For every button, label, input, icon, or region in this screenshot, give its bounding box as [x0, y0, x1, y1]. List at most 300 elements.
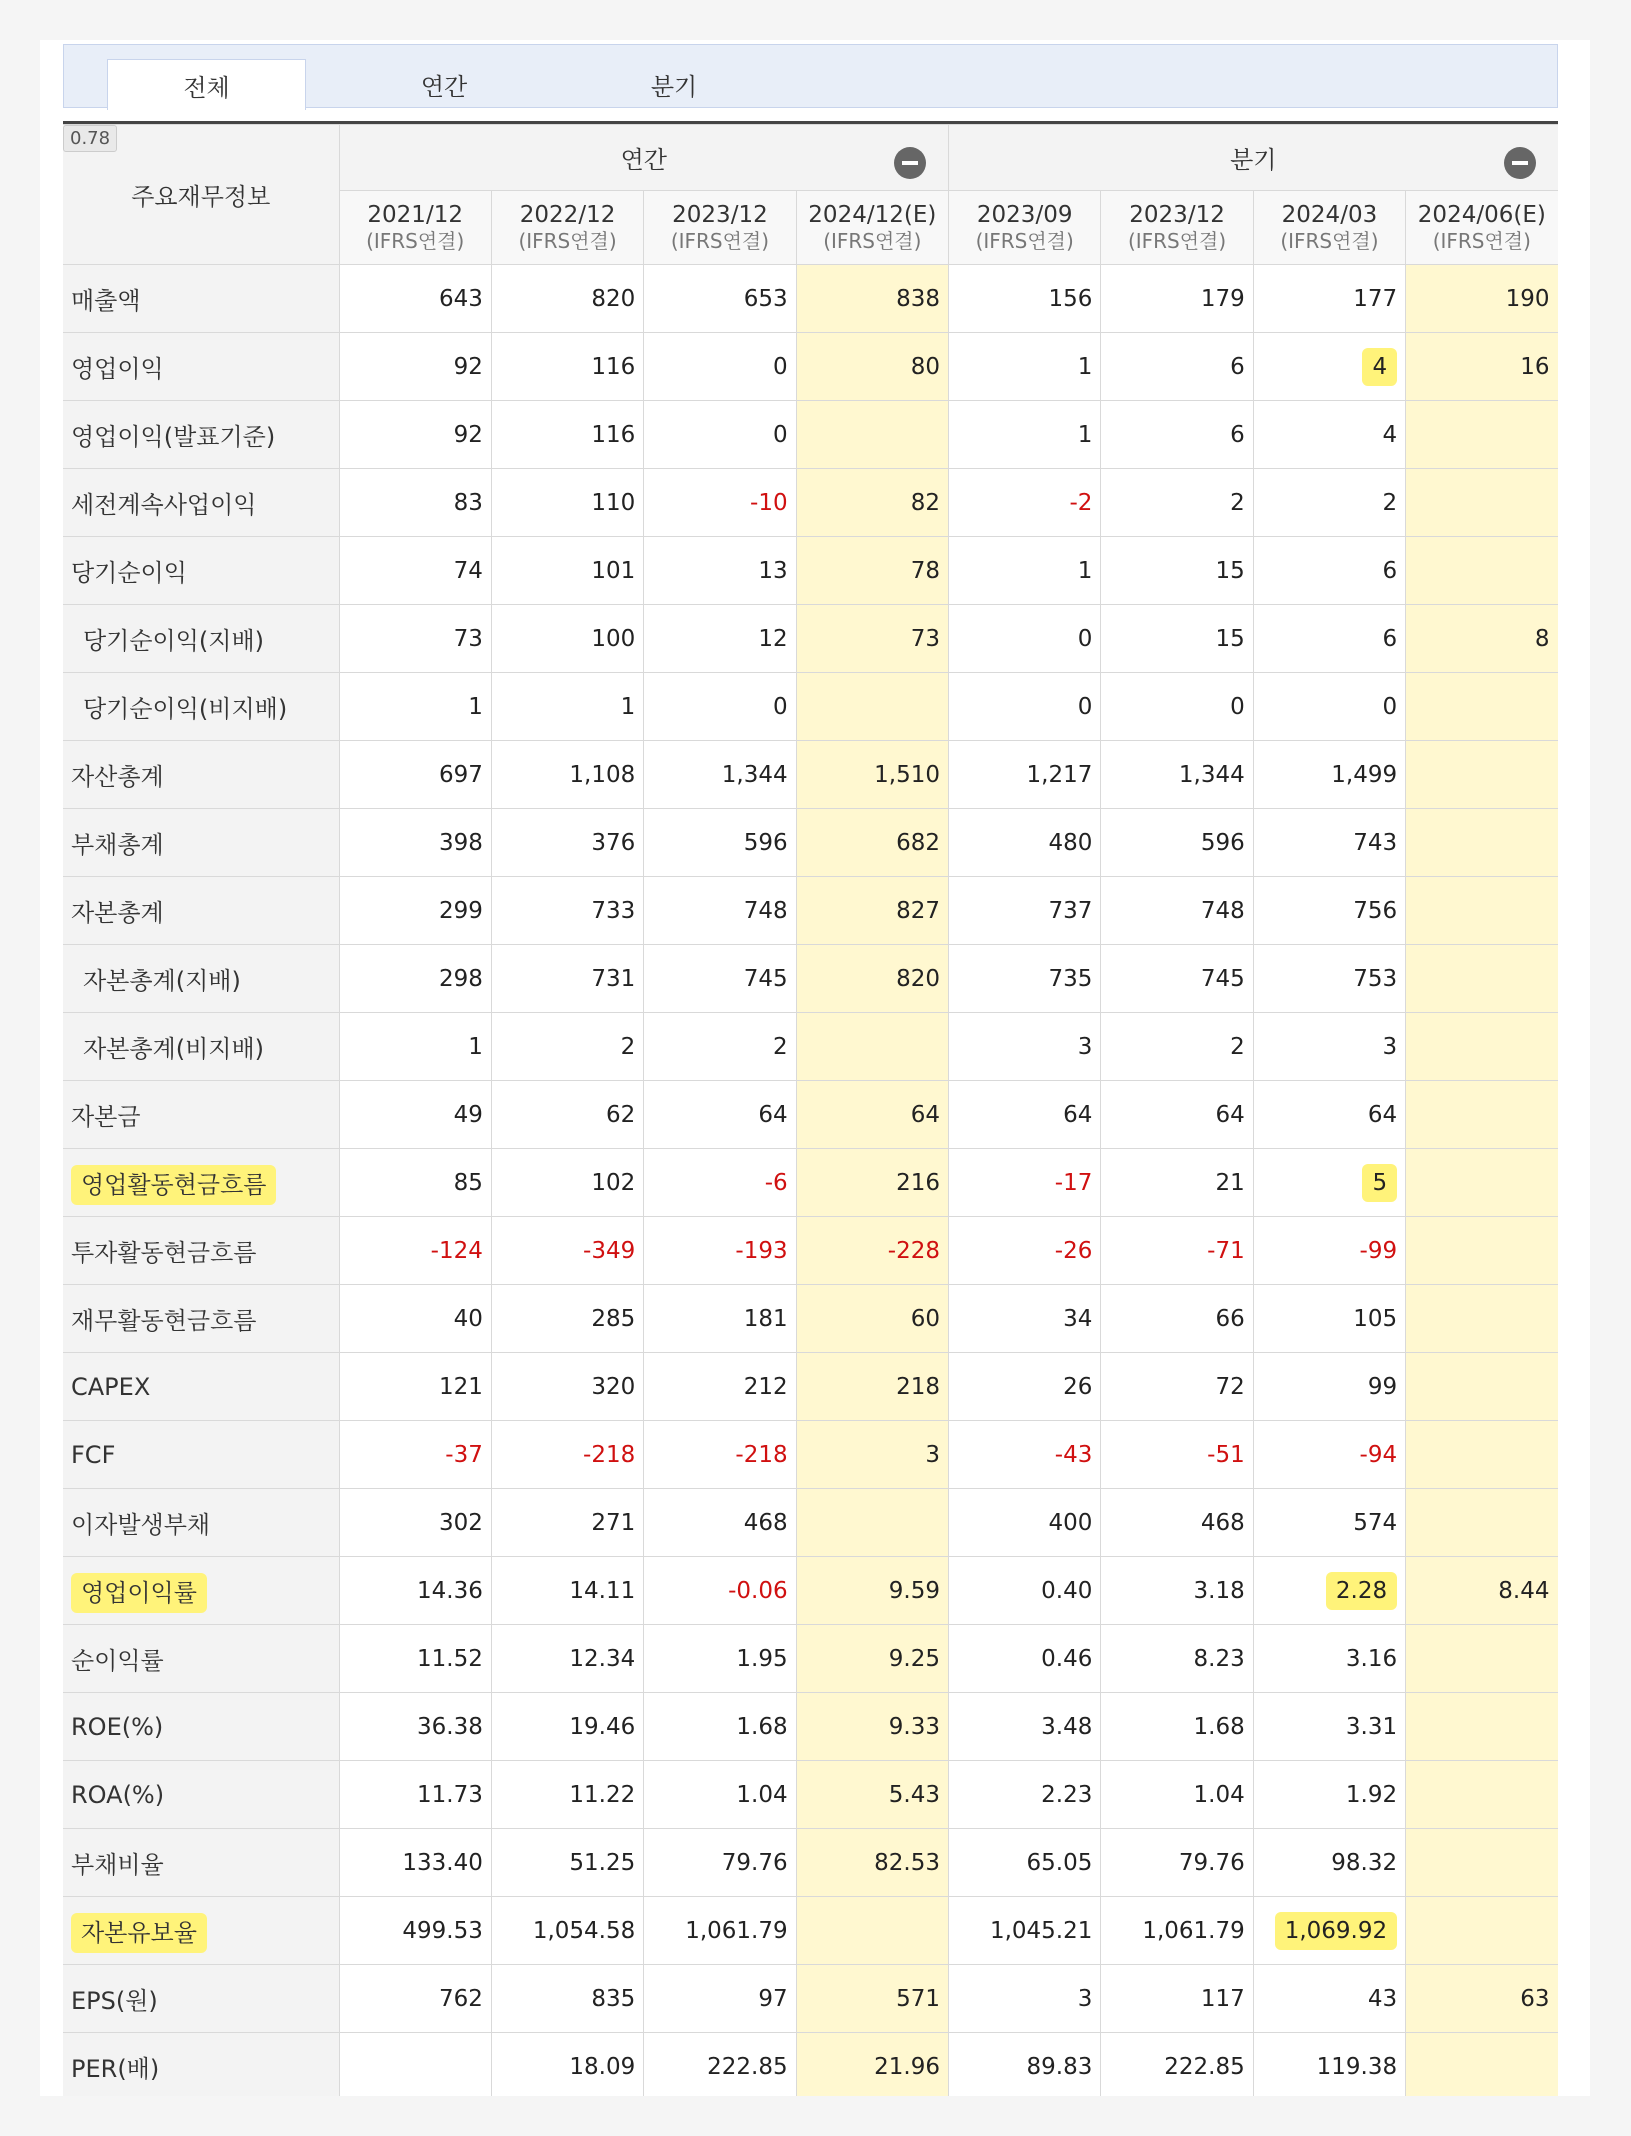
row-label-text: 영업활동현금흐름 — [71, 1165, 276, 1205]
data-cell — [644, 1217, 796, 1285]
row-label-text: ROE(%) — [71, 1712, 164, 1741]
data-cell — [1406, 809, 1558, 877]
data-cell — [949, 1013, 1101, 1081]
cell-value: 14.11 — [569, 1577, 636, 1604]
cell-value: 1,108 — [569, 761, 636, 788]
cell-value: 835 — [591, 1985, 636, 2012]
financial-summary-table-container — [63, 121, 1558, 2096]
cell-value: 0 — [772, 353, 788, 380]
data-cell — [1406, 1013, 1558, 1081]
row-label-text: 부채비율 — [71, 1851, 164, 1879]
cell-value: 15 — [1215, 557, 1245, 584]
cell-value: -228 — [887, 1237, 940, 1264]
row-label-text: 자본총계(지배) — [83, 967, 241, 995]
cell-value: -124 — [430, 1237, 483, 1264]
data-cell — [1101, 1897, 1253, 1965]
data-cell — [796, 1897, 948, 1965]
data-cell — [644, 1013, 796, 1081]
data-cell — [644, 1965, 796, 2033]
data-cell — [1253, 1285, 1405, 1353]
cell-value: -51 — [1207, 1441, 1245, 1468]
data-cell — [1406, 401, 1558, 469]
cell-value: 753 — [1353, 965, 1398, 992]
data-cell — [949, 741, 1101, 809]
row-label-text: 자본유보율 — [71, 1913, 207, 1953]
data-cell — [1406, 1965, 1558, 2033]
cell-value: 1.68 — [1193, 1713, 1245, 1740]
data-cell — [491, 333, 643, 401]
data-cell — [1101, 1421, 1253, 1489]
collapse-quarter-icon[interactable] — [1504, 147, 1536, 179]
data-cell — [644, 1353, 796, 1421]
data-cell — [644, 469, 796, 537]
cell-value: 731 — [591, 965, 636, 992]
data-cell — [949, 537, 1101, 605]
cell-value: 762 — [438, 1985, 483, 2012]
table-row — [63, 809, 1558, 877]
cell-value: 26 — [1063, 1373, 1093, 1400]
table-row — [63, 1625, 1558, 1693]
cell-value: 72 — [1215, 1373, 1245, 1400]
cell-value: 0 — [1077, 625, 1093, 652]
data-cell — [796, 673, 948, 741]
cell-value: 1 — [468, 1033, 483, 1060]
data-cell — [1101, 1625, 1253, 1693]
data-cell — [1406, 1081, 1558, 1149]
data-cell — [1101, 1081, 1253, 1149]
row-label — [63, 1149, 339, 1217]
cell-value: 2 — [1230, 489, 1245, 516]
cell-value: 820 — [896, 965, 940, 992]
cell-value: 1 — [620, 693, 636, 720]
data-cell — [796, 469, 948, 537]
table-row — [63, 1557, 1558, 1625]
cell-value: -26 — [1054, 1237, 1093, 1264]
data-cell — [491, 1285, 643, 1353]
period-header — [1101, 191, 1253, 265]
cell-value: 64 — [758, 1101, 788, 1128]
data-cell — [1101, 1013, 1253, 1081]
data-cell — [796, 1965, 948, 2033]
data-cell — [491, 265, 643, 333]
cell-value: -94 — [1359, 1441, 1398, 1468]
row-label — [63, 1693, 339, 1761]
data-cell — [1253, 1421, 1405, 1489]
data-cell — [1101, 1693, 1253, 1761]
cell-value: 100 — [591, 625, 636, 652]
tab-all[interactable]: 전체 — [107, 59, 306, 110]
period-basis: (IFRS연결) — [1127, 229, 1227, 254]
cell-value: 64 — [1215, 1101, 1245, 1128]
cell-value: 3 — [1077, 1033, 1093, 1060]
period-header — [491, 191, 643, 265]
data-cell — [796, 1081, 948, 1149]
data-cell — [1253, 1829, 1405, 1897]
cell-value: 5 — [1362, 1164, 1397, 1202]
cell-value: 1.92 — [1345, 1781, 1398, 1808]
data-cell — [339, 1489, 491, 1557]
table-row — [63, 741, 1558, 809]
data-cell — [339, 1149, 491, 1217]
cell-value: 6 — [1230, 353, 1245, 380]
data-cell — [796, 1693, 948, 1761]
data-cell — [1253, 1897, 1405, 1965]
data-cell — [796, 1625, 948, 1693]
data-cell — [491, 1829, 643, 1897]
cell-value: 8 — [1534, 625, 1550, 652]
cell-value: 1,061.79 — [1142, 1917, 1245, 1944]
data-cell — [339, 1965, 491, 2033]
table-row — [63, 1353, 1558, 1421]
data-cell — [1253, 1353, 1405, 1421]
row-label — [63, 2033, 339, 2097]
data-cell — [1101, 673, 1253, 741]
row-label-text: 자본금 — [71, 1103, 141, 1131]
cell-value: 2.28 — [1326, 1572, 1397, 1610]
row-label — [63, 1421, 339, 1489]
row-label — [63, 809, 339, 877]
data-cell — [796, 265, 948, 333]
data-cell — [491, 1217, 643, 1285]
cell-value: -99 — [1359, 1237, 1398, 1264]
cell-value: 468 — [743, 1509, 788, 1536]
table-row — [63, 1285, 1558, 1353]
cell-value: 79.76 — [1178, 1849, 1245, 1876]
table-row — [63, 1217, 1558, 1285]
row-label-text: ROA(%) — [71, 1780, 165, 1809]
cell-value: 116 — [591, 353, 636, 380]
data-cell — [1406, 1149, 1558, 1217]
cell-value: 9.33 — [888, 1713, 940, 1740]
cell-value: 398 — [438, 829, 483, 856]
data-cell — [1101, 333, 1253, 401]
cell-value: 5.43 — [888, 1781, 940, 1808]
row-label — [63, 265, 339, 333]
cell-value: 101 — [591, 557, 636, 584]
data-cell — [1253, 1693, 1405, 1761]
cell-value: 97 — [758, 1985, 788, 2012]
row-label-text: 자본총계 — [71, 899, 164, 927]
data-cell — [1406, 537, 1558, 605]
table-row — [63, 1897, 1558, 1965]
cell-value: 9.59 — [888, 1577, 940, 1604]
period-header — [644, 191, 796, 265]
row-label — [63, 1285, 339, 1353]
data-cell — [1101, 605, 1253, 673]
cell-value: 64 — [1063, 1101, 1093, 1128]
cell-value: 216 — [896, 1169, 940, 1196]
table-row — [63, 2033, 1558, 2097]
cell-value: 4 — [1382, 421, 1398, 448]
data-cell — [1101, 2033, 1253, 2097]
data-cell — [1101, 809, 1253, 877]
data-cell — [1101, 469, 1253, 537]
tab-quarter[interactable]: 분기 — [650, 72, 698, 101]
cell-value: 49 — [453, 1101, 483, 1128]
cell-value: 16 — [1520, 353, 1550, 380]
period-date: 2023/12 — [672, 201, 768, 228]
cell-value: 222.85 — [707, 2053, 788, 2080]
cell-value: 6 — [1382, 625, 1398, 652]
cell-value: 302 — [438, 1509, 483, 1536]
data-cell — [644, 741, 796, 809]
data-cell — [491, 1081, 643, 1149]
cell-value: 21.96 — [874, 2053, 940, 2080]
period-date: 2022/12 — [519, 201, 616, 228]
data-cell — [1253, 945, 1405, 1013]
period-header — [796, 191, 948, 265]
data-cell — [491, 1489, 643, 1557]
data-cell — [644, 401, 796, 469]
data-cell — [491, 1897, 643, 1965]
row-label — [63, 1489, 339, 1557]
data-cell — [1253, 809, 1405, 877]
data-cell — [644, 1557, 796, 1625]
data-cell — [339, 673, 491, 741]
data-cell — [339, 1285, 491, 1353]
cell-value: 1,061.79 — [685, 1917, 788, 1944]
cell-value: 43 — [1367, 1985, 1398, 2012]
row-label — [63, 673, 339, 741]
period-header — [339, 191, 491, 265]
data-cell — [339, 809, 491, 877]
data-cell — [949, 877, 1101, 945]
period-basis: (IFRS연결) — [1432, 229, 1531, 254]
data-cell — [1253, 1149, 1405, 1217]
data-cell — [949, 1149, 1101, 1217]
row-label — [63, 741, 339, 809]
data-cell — [796, 2033, 948, 2097]
cell-value: 643 — [438, 285, 483, 312]
data-cell — [491, 1625, 643, 1693]
cell-value: 0 — [1382, 693, 1398, 720]
data-cell — [949, 401, 1101, 469]
cell-value: 4 — [1362, 348, 1397, 386]
cell-value: 73 — [910, 625, 940, 652]
period-basis: (IFRS연결) — [366, 229, 465, 254]
data-cell — [339, 2033, 491, 2097]
cell-value: -349 — [583, 1237, 636, 1264]
data-cell — [1406, 1557, 1558, 1625]
data-cell — [644, 1285, 796, 1353]
cell-value: 12 — [758, 625, 788, 652]
cell-value: 117 — [1200, 1985, 1245, 2012]
cell-value: 51.25 — [569, 1849, 636, 1876]
cell-value: 73 — [453, 625, 483, 652]
cell-value: 697 — [438, 761, 483, 788]
data-cell — [339, 877, 491, 945]
row-label-text: 재무활동현금흐름 — [71, 1307, 257, 1335]
cell-value: 0 — [772, 421, 788, 448]
cell-value: 745 — [743, 965, 788, 992]
data-cell — [949, 605, 1101, 673]
cell-value: 737 — [1048, 897, 1093, 924]
unit-label: 0.78 — [63, 125, 117, 152]
period-date: 2023/12 — [1129, 201, 1225, 228]
data-cell — [1253, 1217, 1405, 1285]
cell-value: 2 — [1230, 1033, 1245, 1060]
data-cell — [1253, 1489, 1405, 1557]
cell-value: 1 — [1077, 557, 1093, 584]
cell-value: 0.40 — [1041, 1577, 1093, 1604]
data-cell — [1253, 1081, 1405, 1149]
cell-value: 85 — [453, 1169, 483, 1196]
data-cell — [796, 1761, 948, 1829]
data-cell — [1101, 1965, 1253, 2033]
tab-annual[interactable]: 연간 — [420, 72, 468, 101]
data-cell — [796, 333, 948, 401]
group-annual-label: 연간 — [620, 146, 667, 174]
data-cell — [339, 1353, 491, 1421]
data-cell — [1253, 265, 1405, 333]
row-label-text: 순이익률 — [71, 1647, 164, 1675]
data-cell — [491, 1693, 643, 1761]
cell-value: 653 — [743, 285, 788, 312]
cell-value: 1.04 — [1193, 1781, 1245, 1808]
data-cell — [491, 809, 643, 877]
period-date: 2024/03 — [1281, 201, 1378, 228]
cell-value: 116 — [591, 421, 636, 448]
cell-value: 222.85 — [1164, 2053, 1245, 2080]
cell-value: 400 — [1048, 1509, 1093, 1536]
cell-value: 156 — [1048, 285, 1093, 312]
data-cell — [491, 1421, 643, 1489]
data-cell — [339, 265, 491, 333]
data-cell — [491, 469, 643, 537]
cell-value: 468 — [1200, 1509, 1245, 1536]
cell-value: 64 — [910, 1101, 940, 1128]
cell-value: 14.36 — [417, 1577, 483, 1604]
data-cell — [949, 1217, 1101, 1285]
data-cell — [796, 401, 948, 469]
period-header — [949, 191, 1101, 265]
data-cell — [491, 1557, 643, 1625]
data-cell — [491, 1149, 643, 1217]
cell-value: 110 — [591, 489, 636, 516]
table-row — [63, 1149, 1558, 1217]
cell-value: -2 — [1069, 489, 1093, 516]
data-cell — [1101, 401, 1253, 469]
cell-value: 682 — [896, 829, 940, 856]
data-cell — [339, 401, 491, 469]
cell-value: 1,217 — [1026, 761, 1093, 788]
data-cell — [1406, 741, 1558, 809]
cell-value: 838 — [896, 285, 940, 312]
data-cell — [949, 333, 1101, 401]
table-row — [63, 537, 1558, 605]
cell-value: 3.48 — [1041, 1713, 1093, 1740]
data-cell — [339, 1081, 491, 1149]
row-label — [63, 1217, 339, 1285]
data-cell — [1253, 605, 1405, 673]
row-label — [63, 1829, 339, 1897]
data-cell — [949, 1625, 1101, 1693]
row-label-text: 부채총계 — [71, 831, 164, 859]
data-cell — [1253, 673, 1405, 741]
data-cell — [1101, 1829, 1253, 1897]
data-cell — [1406, 605, 1558, 673]
period-date: 2024/12(E) — [808, 201, 937, 228]
cell-value: 82.53 — [874, 1849, 940, 1876]
data-cell — [1406, 1421, 1558, 1489]
data-cell — [491, 2033, 643, 2097]
cell-value: 11.52 — [417, 1645, 483, 1672]
cell-value: 3 — [1382, 1033, 1398, 1060]
cell-value: 1.04 — [736, 1781, 788, 1808]
data-cell — [949, 809, 1101, 877]
row-label-text: FCF — [71, 1440, 116, 1469]
cell-value: 218 — [896, 1373, 940, 1400]
data-cell — [339, 605, 491, 673]
table-row — [63, 673, 1558, 741]
cell-value: 1,069.92 — [1275, 1912, 1397, 1950]
data-cell — [949, 2033, 1101, 2097]
data-cell — [1253, 741, 1405, 809]
period-header — [1253, 191, 1405, 265]
data-cell — [949, 1693, 1101, 1761]
row-label — [63, 1761, 339, 1829]
cell-value: 574 — [1353, 1509, 1398, 1536]
row-label — [63, 1965, 339, 2033]
cell-value: 499.53 — [402, 1917, 483, 1944]
row-label-text: 영업이익률 — [71, 1573, 207, 1613]
cell-value: 299 — [438, 897, 483, 924]
data-cell — [491, 1353, 643, 1421]
row-label — [63, 1897, 339, 1965]
cell-value: 177 — [1353, 285, 1398, 312]
data-cell — [339, 741, 491, 809]
period-basis: (IFRS연결) — [518, 229, 617, 254]
cell-value: 36.38 — [417, 1713, 483, 1740]
cell-value: 743 — [1353, 829, 1398, 856]
data-cell — [491, 605, 643, 673]
data-cell — [1101, 877, 1253, 945]
data-cell — [644, 1625, 796, 1693]
table-row — [63, 265, 1558, 333]
data-cell — [644, 537, 796, 605]
cell-value: 0 — [1077, 693, 1093, 720]
cell-value: 820 — [591, 285, 636, 312]
data-cell — [1253, 537, 1405, 605]
cell-value: 13 — [758, 557, 788, 584]
cell-value: 92 — [453, 353, 483, 380]
data-cell — [1406, 2033, 1558, 2097]
cell-value: 3.16 — [1345, 1645, 1398, 1672]
row-label — [63, 401, 339, 469]
data-cell — [644, 2033, 796, 2097]
cell-value: 376 — [591, 829, 636, 856]
row-label-text: 당기순이익 — [71, 559, 187, 587]
data-cell — [949, 1285, 1101, 1353]
cell-value: 9.25 — [888, 1645, 940, 1672]
cell-value: 179 — [1200, 285, 1245, 312]
data-cell — [1406, 673, 1558, 741]
cell-value: 66 — [1215, 1305, 1245, 1332]
cell-value: 79.76 — [721, 1849, 788, 1876]
cell-value: -10 — [750, 489, 788, 516]
data-cell — [1406, 1285, 1558, 1353]
data-cell — [339, 1557, 491, 1625]
data-cell — [644, 1421, 796, 1489]
data-cell — [339, 1625, 491, 1693]
data-cell — [1406, 1761, 1558, 1829]
collapse-annual-icon[interactable] — [894, 147, 926, 179]
table-row — [63, 605, 1558, 673]
table-row — [63, 469, 1558, 537]
data-cell — [796, 1829, 948, 1897]
data-cell — [949, 1897, 1101, 1965]
data-cell — [949, 1081, 1101, 1149]
